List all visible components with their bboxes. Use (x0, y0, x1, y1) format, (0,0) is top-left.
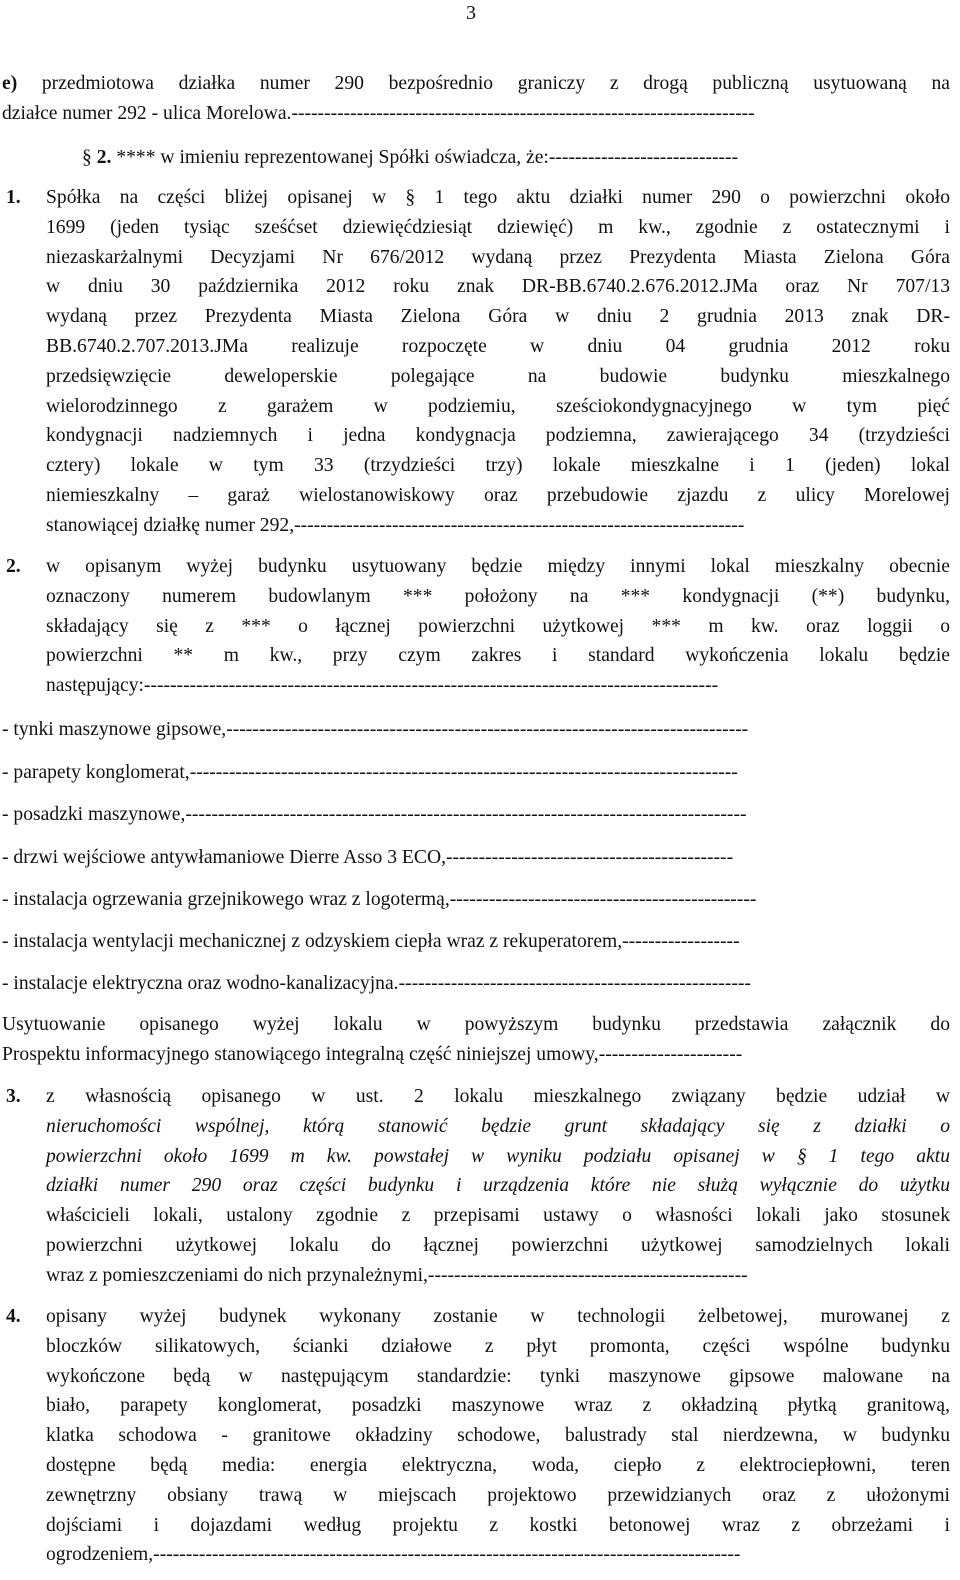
point-1-line: stanowiącej działkę numer 292,--------------------------------------------------------------------- (46, 514, 745, 536)
item-e-line-2: działce numer 292 - ulica Morelowa.----------------------------------------------------------------------- (2, 103, 755, 124)
point-1-line: cztery) lokale w tym 33 (trzydzieści trzy) lokale mieszkalne i 1 (jeden) lokal (46, 455, 950, 477)
finish-list-item: - posadzki maszynowe,-------------------------------------------------------------------------------------- (2, 804, 747, 825)
point-2-paragraph (46, 552, 950, 701)
finish-list-item: - instalacja wentylacji mechanicznej z odzyskiem ciepła wraz z rekuperatorem,------------------ (2, 931, 740, 952)
point-2-line: następujący:---------------------------------------------------------------------------------------- (46, 675, 719, 697)
page-number: 3 (466, 2, 476, 24)
finish-list-item: - instalacje elektryczna oraz wodno-kanalizacyjna.------------------------------------------------------ (2, 973, 751, 994)
point-1-line: przedsięwzięcie deweloperskie polegające na budowie budynku mieszkalnego (46, 365, 950, 387)
location-note-line: Usytuowanie opisanego wyżej lokalu w powyższym budynku przedstawia załącznik do (2, 1014, 950, 1035)
point-2-number: 2. (6, 556, 21, 577)
point-1-number: 1. (6, 187, 21, 208)
point-1-line: wielorodzinnego z garażem w podziemiu, sześciokondygnacyjnego w tym pięć (46, 395, 950, 417)
point-1-line: niezaskarżalnymi Decyzjami Nr 676/2012 wydaną przez Prezydenta Miasta Zielona Góra (46, 246, 950, 268)
point-2-line: oznaczony numerem budowlanym *** położony na *** kondygnacji (**) budynku, (46, 585, 950, 607)
point-4-line: dostępne będą media: energia elektryczna, woda, ciepło z elektrociepłowni, teren (46, 1454, 950, 1476)
location-note-line: Prospektu informacyjnego stanowiącego integralną część niniejszej umowy,---------------------- (2, 1043, 743, 1065)
section-2-text: **** w imieniu reprezentowanej Spółki oświadcza, że:----------------------------- (116, 147, 739, 168)
point-4-line: klatka schodowa - granitowe okładziny schodowe, balustrady stal nierdzewna, w budynku (46, 1425, 950, 1447)
point-2-line: w opisanym wyżej budynku usytuowany będzie między innymi lokal mieszkalny obecnie (46, 556, 950, 577)
point-4-line: ogrodzeniem,------------------------------------------------------------------------------------------ (46, 1544, 741, 1566)
item-e-label: e) (2, 73, 18, 94)
point-4-line: dojściami i dojazdami według projektu z kostki betonowej wraz z obrzeżami i (46, 1514, 950, 1536)
point-4-line: bloczków silikatowych, ścianki działowe z płyt promonta, części wspólne budynku (46, 1335, 950, 1357)
point-2-line: składający się z *** o łącznej powierzchni użytkowej *** m kw. oraz loggii o (46, 615, 950, 637)
point-3-line: właścicieli lokali, ustalony zgodnie z przepisami ustawy o własności lokali jako stosunek (46, 1205, 950, 1227)
point-1-line: 1699 (jeden tysiąc sześćset dziewięćdziesiąt dziewięć) m kw., zgodnie z ostatecznymi i (46, 216, 950, 238)
point-3-line: działki numer 290 oraz części budynku i urządzenia które nie służą wyłącznie do użytku (46, 1175, 950, 1197)
point-4-line: zewnętrzny obsiany trawą w miejscach projektowo przewidzianych oraz z ułożonymi (46, 1484, 950, 1506)
point-1-paragraph (46, 183, 950, 541)
point-1-line: kondygnacji nadziemnych i jedna kondygnacja podziemna, zawierającego 34 (trzydzieści (46, 425, 950, 447)
point-1-line: BB.6740.2.707.2013.JMa realizuje rozpoczęte w dniu 04 grudnia 2012 roku (46, 335, 950, 357)
point-3-line: powierzchni około 1699 m kw. powstałej w wyniku podziału opisanej w § 1 tego aktu (46, 1145, 950, 1167)
finish-list-item: - instalacja ogrzewania grzejnikowego wraz z logotermą,----------------------------------------------- (2, 889, 757, 910)
point-2-line: powierzchni ** m kw., przy czym zakres i standard wykończenia lokalu będzie (46, 645, 950, 667)
point-1-line: w dniu 30 października 2012 roku znak DR-BB.6740.2.676.2012.JMa oraz Nr 707/13 (46, 276, 950, 298)
point-3-line: z własnością opisanego w ust. 2 lokalu mieszkalnego związany będzie udział w (46, 1086, 950, 1107)
point-3-line: powierzchni użytkowej lokalu do łącznej powierzchni użytkowej samodzielnych lokali (46, 1234, 950, 1256)
point-1-line: Spółka na części bliżej opisanej w § 1 tego aktu działki numer 290 o powierzchni około (46, 187, 950, 208)
point-3-line: nieruchomości wspólnej, którą stanowić będzie grunt składający się z działki o (46, 1115, 950, 1137)
point-3-line: wraz z pomieszczeniami do nich przynależnymi,------------------------------------------------- (46, 1264, 748, 1286)
finish-list-item: - tynki maszynowe gipsowe,-------------------------------------------------------------------------------- (2, 719, 749, 740)
point-4-line: biało, parapety konglomerat, posadzki maszynowe wraz z okładziną płytką granitową, (46, 1395, 950, 1417)
point-1-line: wydaną przez Prezydenta Miasta Zielona Góra w dniu 2 grudnia 2013 znak DR- (46, 306, 950, 328)
point-3-paragraph (46, 1082, 950, 1291)
point-4-line: opisany wyżej budynek wykonany zostanie w technologii żelbetowej, murowanej z (46, 1306, 950, 1327)
point-3-number: 3. (6, 1086, 21, 1107)
point-4-line: wykończone będą w następującym standardzie: tynki maszynowe gipsowe malowane na (46, 1365, 950, 1387)
point-4-paragraph (46, 1302, 950, 1570)
point-4-number: 4. (6, 1306, 21, 1327)
point-1-line: niemieszkalny – garaż wielostanowiskowy oraz przebudowie zjazdu z ulicy Morelowej (46, 484, 950, 506)
section-2-heading (82, 143, 738, 173)
finish-list-item: - parapety konglomerat,------------------------------------------------------------------------------------ (2, 762, 738, 783)
item-e-line-1: e) przedmiotowa działka numer 290 bezpośrednio graniczy z drogą publiczną usytuowaną na (2, 73, 950, 94)
location-note (2, 1010, 950, 1070)
section-symbol: § (82, 147, 92, 168)
section-number: 2. (96, 147, 112, 168)
finish-list-item: - drzwi wejściowe antywłamaniowe Dierre Asso 3 ECO,-------------------------------------------- (2, 847, 734, 868)
